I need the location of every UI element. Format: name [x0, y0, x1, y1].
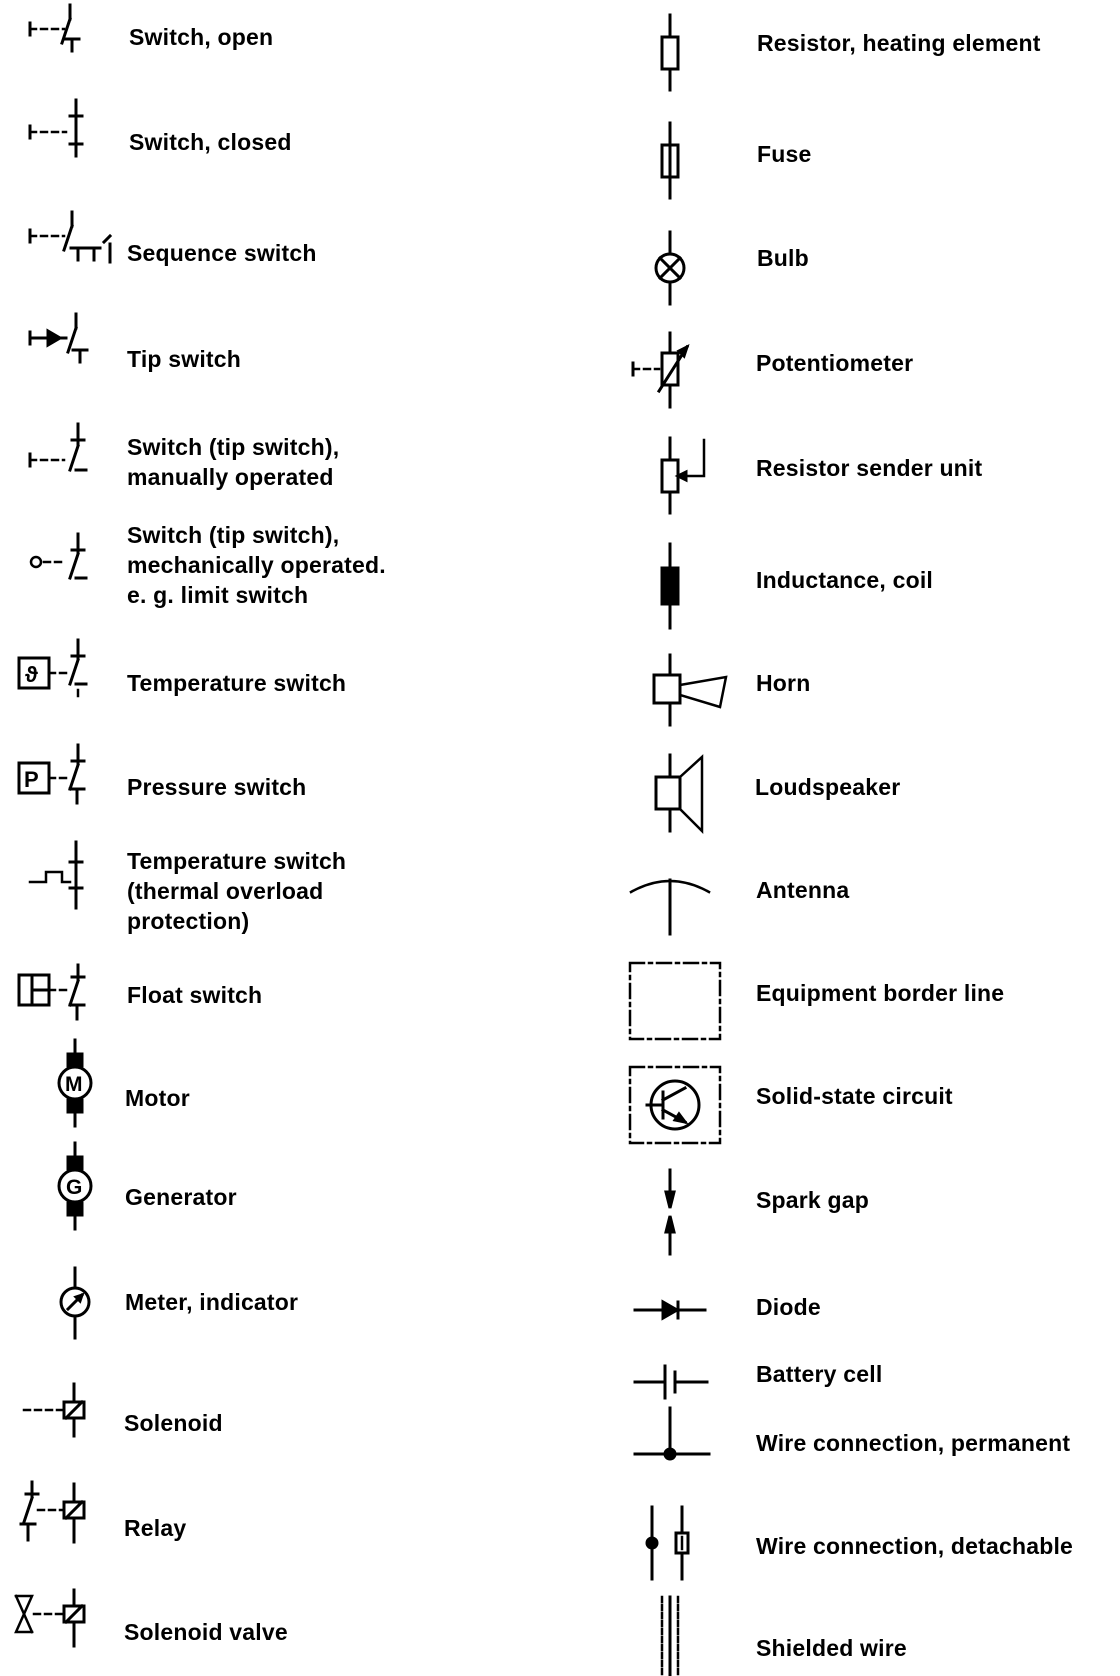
potentiometer-symbol: [625, 333, 715, 408]
resistor-symbol: [640, 15, 700, 90]
spark-gap-label: Spark gap: [756, 1187, 870, 1213]
float-switch-label: Float switch: [127, 982, 263, 1008]
switch-open-label: Switch, open: [129, 24, 274, 50]
diode-symbol: [625, 1290, 715, 1330]
shielded-wire-label: Shielded wire: [756, 1635, 907, 1661]
antenna-label: Antenna: [756, 877, 850, 903]
motor-letter: M: [65, 1073, 83, 1096]
pressure-switch-label: Pressure switch: [127, 774, 307, 800]
horn-label: Horn: [756, 670, 811, 696]
shielded-wire-symbol: [645, 1597, 695, 1676]
solid-state-circuit-symbol: [625, 1062, 725, 1147]
wire-detachable-symbol: [640, 1507, 700, 1582]
sequence-switch-symbol: [20, 208, 120, 268]
pressure-switch-symbol: [15, 745, 105, 807]
inductance-symbol: [640, 544, 700, 628]
switch-mechanical-symbol: [20, 530, 100, 590]
switch-closed-label: Switch, closed: [129, 129, 292, 155]
antenna-symbol: [625, 870, 715, 940]
loudspeaker-symbol: [640, 755, 720, 835]
pressure-letter: P: [24, 767, 39, 792]
solenoid-valve-label: Solenoid valve: [124, 1619, 288, 1645]
solenoid-symbol: [20, 1380, 100, 1440]
motor-label: Motor: [125, 1085, 190, 1111]
relay-symbol: [10, 1480, 100, 1546]
sequence-switch-label: Sequence switch: [127, 240, 317, 266]
generator-symbol: [50, 1143, 100, 1229]
relay-label: Relay: [124, 1515, 187, 1541]
wire-permanent-label: Wire connection, permanent: [756, 1430, 1071, 1456]
resistor-sender-symbol: [640, 438, 720, 513]
switch-mechanical-label: Switch (tip switch), mechanically operated. e. g. limit switch: [127, 522, 386, 608]
fuse-label: Fuse: [757, 141, 812, 167]
horn-symbol: [640, 655, 740, 725]
generator-label: Generator: [125, 1184, 237, 1210]
switch-open-symbol: [20, 5, 100, 60]
thermal-overload-switch-label: Temperature switch (thermal overload protection): [127, 848, 347, 934]
tip-switch-symbol: [20, 310, 100, 370]
switch-manual-label: Switch (tip switch), manually operated: [127, 434, 340, 490]
thermal-overload-switch-symbol: [20, 840, 100, 910]
motor-symbol: [50, 1040, 100, 1126]
solenoid-label: Solenoid: [124, 1410, 223, 1436]
diode-label: Diode: [756, 1294, 821, 1320]
temperature-switch-symbol: [15, 640, 105, 702]
switch-closed-symbol: [20, 100, 100, 160]
meter-symbol: [50, 1268, 100, 1338]
wire-permanent-symbol: [625, 1408, 715, 1488]
wire-detachable-label: Wire connection, detachable: [756, 1533, 1074, 1559]
solenoid-valve-symbol: [10, 1590, 100, 1656]
temperature-switch-label: Temperature switch: [127, 670, 347, 696]
resistor-label: Resistor, heating element: [757, 30, 1041, 56]
potentiometer-label: Potentiometer: [756, 350, 914, 376]
resistor-sender-label: Resistor sender unit: [756, 455, 983, 481]
meter-label: Meter, indicator: [125, 1289, 299, 1315]
solid-state-circuit-label: Solid-state circuit: [756, 1083, 953, 1109]
battery-cell-label: Battery cell: [756, 1361, 883, 1387]
loudspeaker-label: Loudspeaker: [755, 774, 901, 800]
tip-switch-label: Tip switch: [127, 346, 242, 372]
svg-text:ϑ: ϑ: [25, 662, 38, 687]
bulb-symbol: [640, 232, 700, 307]
float-switch-symbol: [15, 965, 105, 1027]
equipment-border-label: Equipment border line: [756, 980, 1005, 1006]
spark-gap-symbol: [640, 1170, 700, 1255]
generator-letter: G: [66, 1176, 83, 1199]
battery-cell-symbol: [625, 1358, 715, 1408]
equipment-border-symbol: [625, 958, 725, 1043]
fuse-symbol: [640, 123, 700, 198]
switch-manual-symbol: [20, 420, 100, 480]
inductance-label: Inductance, coil: [756, 567, 934, 593]
bulb-label: Bulb: [757, 245, 809, 271]
